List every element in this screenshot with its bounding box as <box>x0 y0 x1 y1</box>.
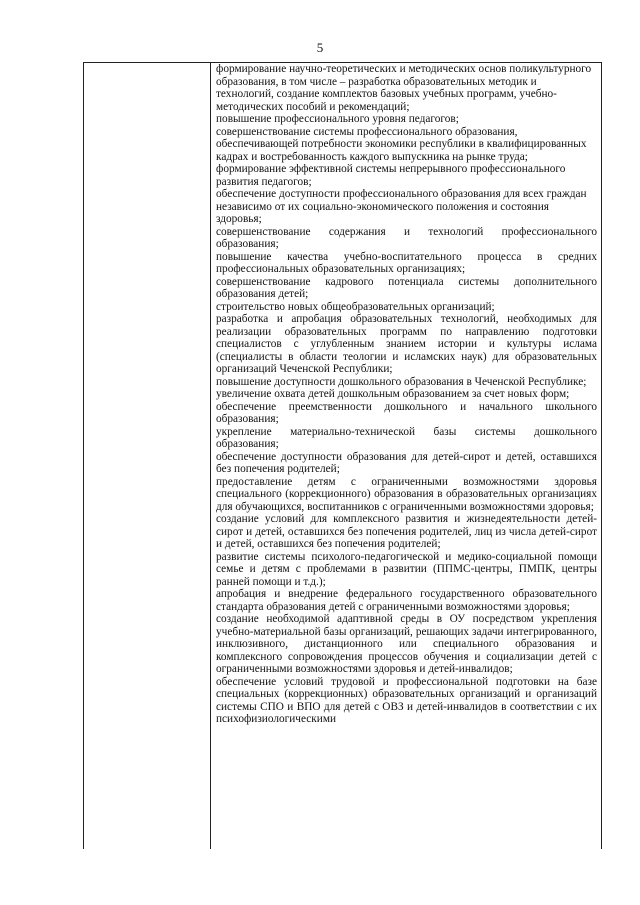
list-item: повышение качества учебно-воспитательного процесса в средних профессиональных образовательных организациях; <box>216 250 597 275</box>
list-item: обеспечение преемственности дошкольного и начального школьного образования; <box>216 400 597 425</box>
list-item: повышение профессионального уровня педагогов; <box>216 113 459 125</box>
list-item: укрепление материально-технической базы системы дошкольного образования; <box>216 425 597 450</box>
list-item: апробация и внедрение федерального государственного образовательного стандарта образования детей с ограниченными возможностями здоровья; <box>216 588 597 613</box>
content-table <box>83 62 602 849</box>
list-item: повышение доступности дошкольного образования в Чеченской Республике; <box>216 375 587 388</box>
page-number: 5 <box>316 40 324 55</box>
list-item: совершенствование кадрового потенциала системы дополнительного образования детей; <box>216 275 597 300</box>
list-item: совершенствование содержания и технологий профессионального образования; <box>216 225 597 250</box>
list-item: увеличение охвата детей дошкольным образованием за счет новых форм; <box>216 388 570 400</box>
list-item: предоставление детям с ограниченными возможностями здоровья специального (коррекционного) образования в образовательных организациях для обучающихся, воспитанников с ограниченными возможностями здоровья; <box>216 475 597 513</box>
list-item: создание условий для комплексного развития и жизнедеятельности детей-сирот и детей, оставшихся без попечения родителей, лиц из числа детей-сирот и детей, оставшихся без попечения родителей; <box>216 513 597 550</box>
list-item: формирование научно-теоретических и методических основ поликультурного образования, в том числе – разработка образовательных методик и технологий, создание комплектов базовых учебных программ, учебно-методических пособий и рекомендаций; <box>216 63 592 113</box>
table-right-cell <box>211 63 601 849</box>
list-item: создание необходимой адаптивной среды в ОУ посредством укрепления учебно-материальной базы организаций, решающих задачи интегрированного, инклюзивного, дистанционного или специального образования и комплексного сопровождения процессов обучения и социализации детей с ограниченными возможностями здоровья и детей-инвалидов; <box>216 613 597 675</box>
table-left-cell <box>84 63 211 849</box>
list-item: обеспечение условий трудовой и профессиональной подготовки на базе специальных (коррекционных) образовательных организаций и организаций системы СПО и ВПО для детей с ОВЗ и детей-инвалидов в соответствии с их психофизиологическими <box>216 675 597 725</box>
list-item: разработка и апробация образовательных технологий, необходимых для реализации образовательных программ по направлению подготовки специалистов с углубленным знанием истории и культуры ислама (специалисты в области теологии и исламских наук) для образовательных организаций Чеченской Республики; <box>216 313 597 375</box>
list-item: совершенствование системы профессионального образования, обеспечивающей потребности экономики республики в квалифицированных кадрах и востребованность каждого выпускника на рынке труда; <box>216 125 587 163</box>
list-item: обеспечение доступности профессионального образования для всех граждан независимо от их социально-экономического положения и состояния здоровья; <box>216 188 587 225</box>
list-item: развитие системы психолого-педагогической и медико-социальной помощи семье и детям с проблемами в развитии (ППМС-центры, ПМПК, центры ранней помощи и т.д.); <box>216 550 597 588</box>
list-item: формирование эффективной системы непрерывного профессионального развития педагогов; <box>216 163 566 188</box>
list-item: строительство новых общеобразовательных организаций; <box>216 300 495 313</box>
list-item: обеспечение доступности образования для детей-сирот и детей, оставшихся без попечения родителей; <box>216 450 597 475</box>
